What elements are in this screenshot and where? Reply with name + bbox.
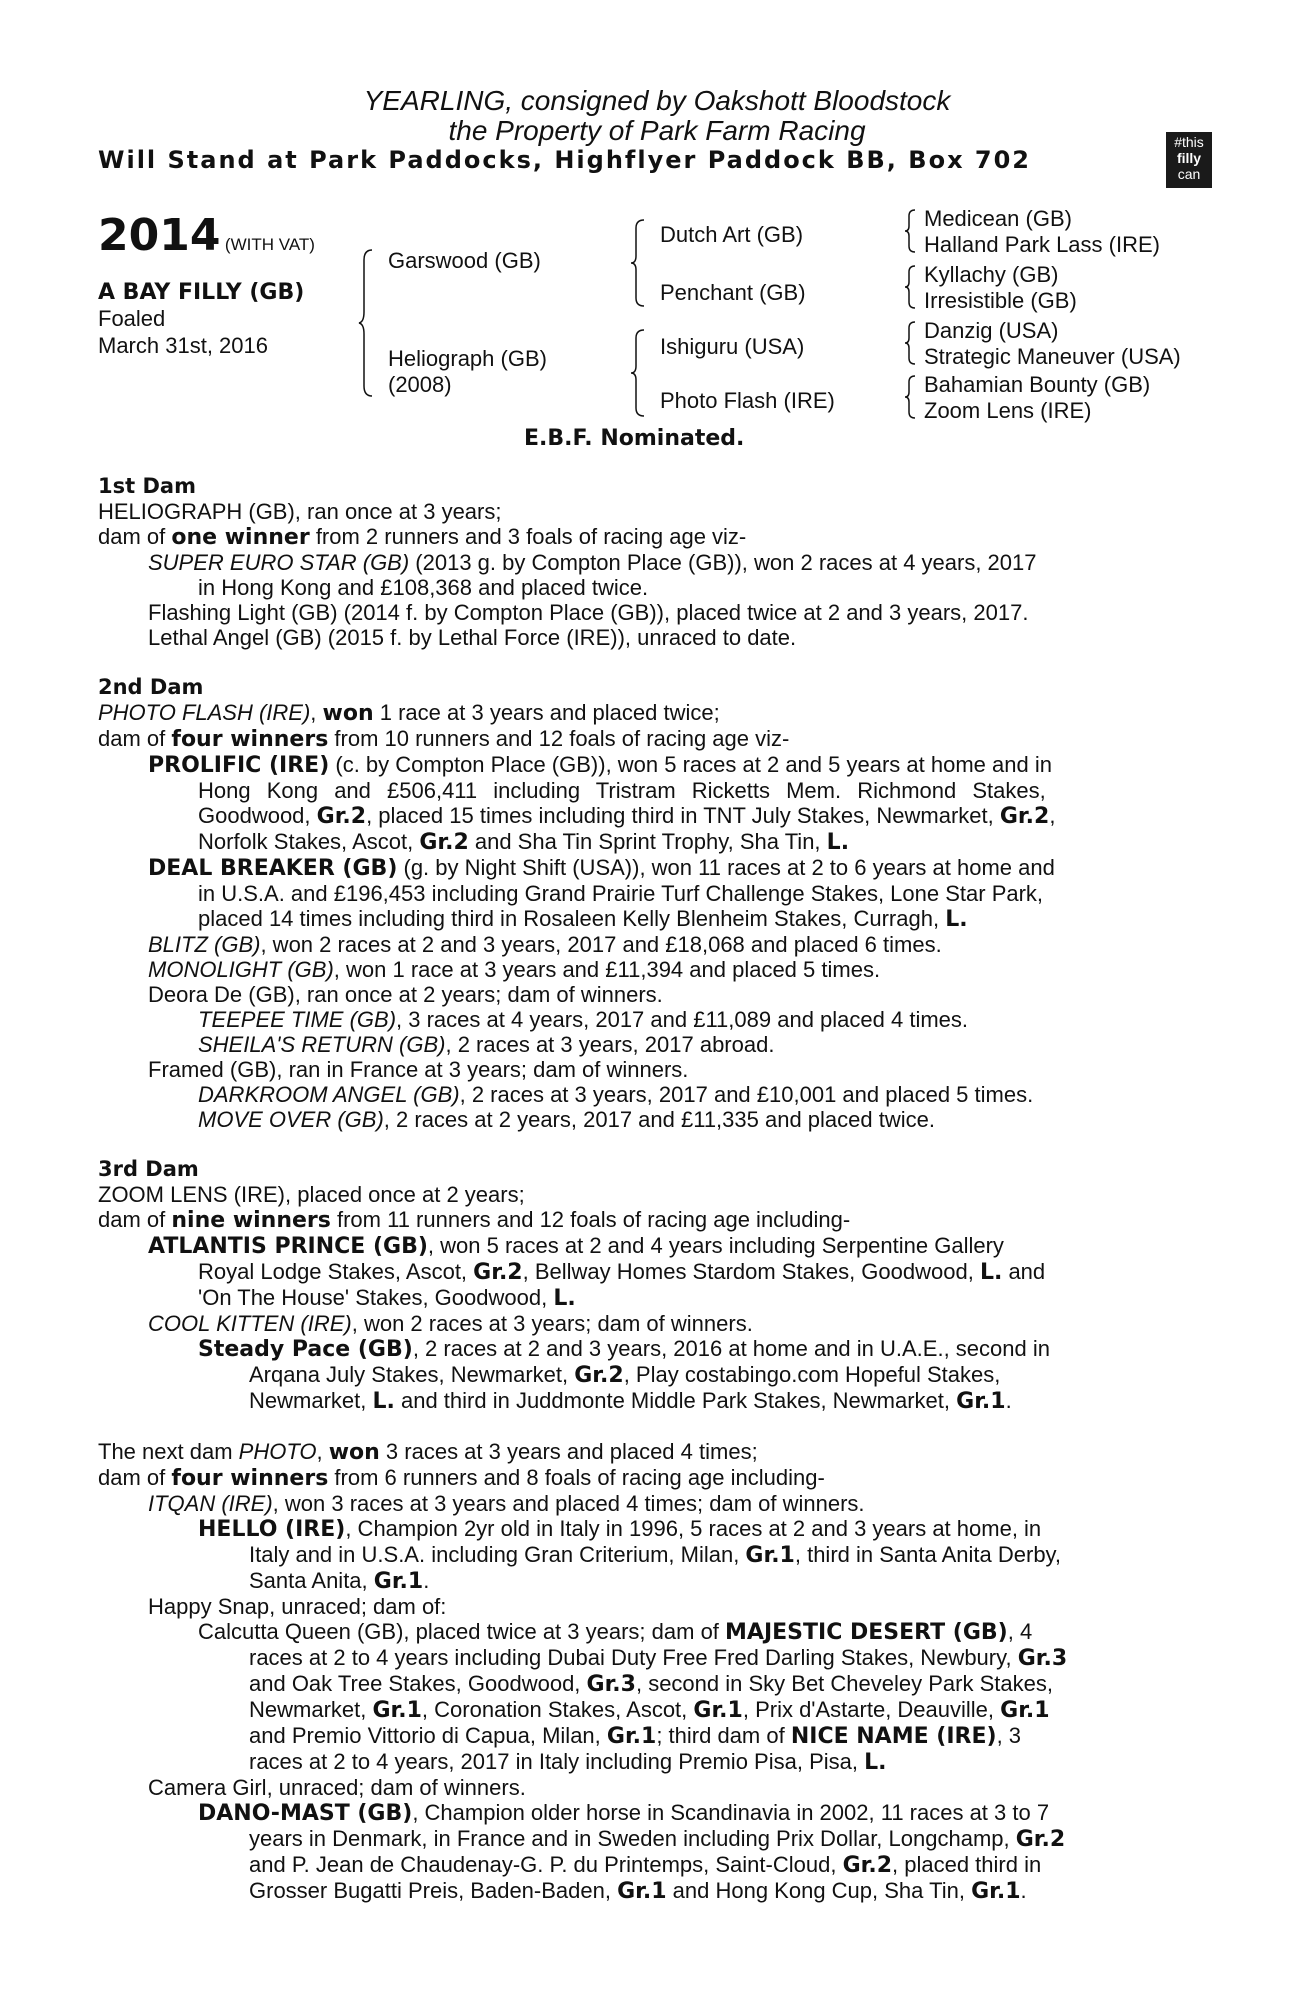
header-line-1: YEARLING, consigned by Oakshott Bloodstock (363, 85, 951, 116)
ancestor-g3: Halland Park Lass (IRE) (924, 232, 1160, 257)
text-line: Lethal Angel (GB) (2015 f. by Lethal Force (IRE)), unraced to date. (148, 625, 797, 650)
granddam-1: Penchant (GB) (660, 280, 806, 305)
text-line: DEAL BREAKER (GB) (g. by Night Shift (USA)), won 11 races at 2 to 6 years at home and (148, 855, 1055, 881)
pedigree-brace (904, 264, 918, 310)
text-line: Arqana July Stakes, Newmarket, Gr.2, Play costabingo.com Hopeful Stakes, (249, 1362, 1001, 1388)
dam: Heliograph (GB) (388, 346, 547, 371)
text-line: in Hong Kong and £108,368 and placed twice. (198, 575, 649, 600)
header-line-2: the Property of Park Farm Racing (448, 115, 866, 146)
text-line: and P. Jean de Chaudenay-G. P. du Printemps, Saint-Cloud, Gr.2, placed third in (249, 1852, 1042, 1878)
hashtag-badge (1166, 132, 1212, 188)
section-heading: 2nd Dam (98, 675, 204, 699)
ancestor-g3: Irresistible (GB) (924, 288, 1077, 313)
text-line: dam of nine winners from 11 runners and 12 foals of racing age including- (98, 1207, 851, 1233)
text-line: dam of four winners from 6 runners and 8 foals of racing age including- (98, 1465, 825, 1491)
text-line: MOVE OVER (GB), 2 races at 2 years, 2017 and £11,335 and placed twice. (198, 1107, 935, 1132)
text-line: dam of one winner from 2 runners and 3 foals of racing age viz- (98, 524, 747, 550)
text-line: and Oak Tree Stakes, Goodwood, Gr.3, second in Sky Bet Cheveley Park Stakes, (249, 1671, 1053, 1697)
text-line: ATLANTIS PRINCE (GB), won 5 races at 2 and 4 years including Serpentine Gallery (148, 1233, 1004, 1259)
pedigree-brace (904, 320, 918, 366)
text-line: races at 2 to 4 years, 2017 in Italy including Premio Pisa, Pisa, L. (249, 1749, 887, 1775)
text-line: Camera Girl, unraced; dam of winners. (148, 1775, 526, 1800)
text-line: placed 14 times including third in Rosaleen Kelly Blenheim Stakes, Curragh, L. (198, 906, 968, 932)
dam-year: (2008) (388, 372, 452, 397)
catalogue-body (98, 474, 1198, 1904)
text-line: Royal Lodge Stakes, Ascot, Gr.2, Bellway Homes Stardom Stakes, Goodwood, L. and (198, 1259, 1046, 1285)
ancestor-g3: Bahamian Bounty (GB) (924, 372, 1151, 397)
text-line: years in Denmark, in France and in Sweden including Prix Dollar, Longchamp, Gr.2 (249, 1826, 1066, 1852)
granddam-2: Photo Flash (IRE) (660, 388, 835, 413)
pedigree-brace (630, 218, 650, 308)
ancestor-g3: Zoom Lens (IRE) (924, 398, 1092, 423)
lot-year: 2014 (98, 210, 221, 261)
text-line: BLITZ (GB), won 2 races at 2 and 3 years, 2017 and £18,068 and placed 6 times. (148, 932, 942, 957)
stand-location: Will Stand at Park Paddocks, Highflyer Paddock BB, Box 702 (98, 146, 1031, 174)
text-line: Steady Pace (GB), 2 races at 2 and 3 years, 2016 at home and in U.A.E., second in (198, 1336, 1050, 1362)
text-line: and Premio Vittorio di Capua, Milan, Gr.1; third dam of NICE NAME (IRE), 3 (249, 1723, 1022, 1749)
text-line: HELIOGRAPH (GB), ran once at 3 years; (98, 499, 502, 524)
text-line: Italy and in U.S.A. including Gran Criterium, Milan, Gr.1, third in Santa Anita Derby, (249, 1542, 1062, 1568)
badge-line: #this (1174, 134, 1204, 150)
text-line: HELLO (IRE), Champion 2yr old in Italy in 1996, 5 races at 2 and 3 years at home, in (198, 1516, 1042, 1542)
text-line: Happy Snap, unraced; dam of: (148, 1594, 447, 1619)
foaled-label: Foaled (98, 306, 166, 331)
pedigree-brace (904, 208, 918, 254)
section-heading: 3rd Dam (98, 1157, 199, 1181)
text-line: Goodwood, Gr.2, placed 15 times including third in TNT July Stakes, Newmarket, Gr.2, (198, 803, 1056, 829)
ebf-note: E.B.F. Nominated. (524, 426, 745, 451)
text-line: Norfolk Stakes, Ascot, Gr.2 and Sha Tin Sprint Trophy, Sha Tin, L. (198, 829, 850, 855)
vat-note: (WITH VAT) (224, 235, 315, 254)
text-line: 'On The House' Stakes, Goodwood, L. (198, 1285, 576, 1311)
grandsire-1: Dutch Art (GB) (660, 222, 804, 247)
pedigree-brace (358, 248, 378, 398)
badge-line: filly (1176, 150, 1202, 166)
text-line: The next dam PHOTO, won 3 races at 3 years and placed 4 times; (98, 1439, 758, 1465)
text-line: Calcutta Queen (GB), placed twice at 3 years; dam of MAJESTIC DESERT (GB), 4 (198, 1619, 1033, 1645)
ancestor-g3: Strategic Maneuver (USA) (924, 344, 1181, 369)
text-line: races at 2 to 4 years including Dubai Duty Free Fred Darling Stakes, Newbury, Gr.3 (249, 1645, 1068, 1671)
foaled-date: March 31st, 2016 (98, 333, 268, 358)
text-line: MONOLIGHT (GB), won 1 race at 3 years and £11,394 and placed 5 times. (148, 957, 881, 982)
text-line: Hong Kong and £506,411 including Tristram Ricketts Mem. Richmond Stakes, (198, 778, 1046, 803)
text-line: DARKROOM ANGEL (GB), 2 races at 3 years, 2017 and £10,001 and placed 5 times. (198, 1082, 1034, 1107)
text-line: ITQAN (IRE), won 3 races at 3 years and placed 4 times; dam of winners. (148, 1491, 865, 1516)
grandsire-2: Ishiguru (USA) (660, 334, 805, 359)
ancestor-g3: Medicean (GB) (924, 206, 1072, 231)
sire: Garswood (GB) (388, 248, 541, 273)
lot-year-row (98, 210, 315, 261)
ancestor-g3: Danzig (USA) (924, 318, 1059, 343)
text-line: in U.S.A. and £196,453 including Grand Prairie Turf Challenge Stakes, Lone Star Park, (198, 881, 1044, 906)
text-line: Flashing Light (GB) (2014 f. by Compton Place (GB)), placed twice at 2 and 3 years, 2017. (148, 600, 1029, 625)
text-line: SHEILA'S RETURN (GB), 2 races at 3 years, 2017 abroad. (198, 1032, 775, 1057)
ancestor-g3: Kyllachy (GB) (924, 262, 1059, 287)
text-line: SUPER EURO STAR (GB) (2013 g. by Compton Place (GB)), won 2 races at 4 years, 2017 (148, 550, 1037, 575)
text-line: Santa Anita, Gr.1. (249, 1568, 430, 1594)
badge-line: can (1177, 166, 1201, 182)
text-line: Framed (GB), ran in France at 3 years; dam of winners. (148, 1057, 689, 1082)
text-line: ZOOM LENS (IRE), placed once at 2 years; (98, 1182, 525, 1207)
text-line: Grosser Bugatti Preis, Baden-Baden, Gr.1 and Hong Kong Cup, Sha Tin, Gr.1. (249, 1878, 1027, 1904)
text-line: PHOTO FLASH (IRE), won 1 race at 3 years and placed twice; (98, 700, 720, 726)
text-line: dam of four winners from 10 runners and 12 foals of racing age viz- (98, 726, 790, 752)
text-line: TEEPEE TIME (GB), 3 races at 4 years, 2017 and £11,089 and placed 4 times. (198, 1007, 968, 1032)
text-line: PROLIFIC (IRE) (c. by Compton Place (GB)), won 5 races at 2 and 5 years at home and in (148, 752, 1052, 778)
text-line: DANO-MAST (GB), Champion older horse in Scandinavia in 2002, 11 races at 3 to 7 (198, 1800, 1050, 1826)
text-line: Deora De (GB), ran once at 2 years; dam of winners. (148, 982, 663, 1007)
pedigree-brace (630, 328, 650, 418)
section-heading: 1st Dam (98, 474, 196, 498)
pedigree-brace (904, 374, 918, 420)
text-line: Newmarket, L. and third in Juddmonte Middle Park Stakes, Newmarket, Gr.1. (249, 1388, 1012, 1414)
lot-title: A BAY FILLY (GB) (98, 280, 305, 305)
text-line: Newmarket, Gr.1, Coronation Stakes, Ascot, Gr.1, Prix d'Astarte, Deauville, Gr.1 (249, 1697, 1050, 1723)
text-line: COOL KITTEN (IRE), won 2 races at 3 years; dam of winners. (148, 1311, 753, 1336)
